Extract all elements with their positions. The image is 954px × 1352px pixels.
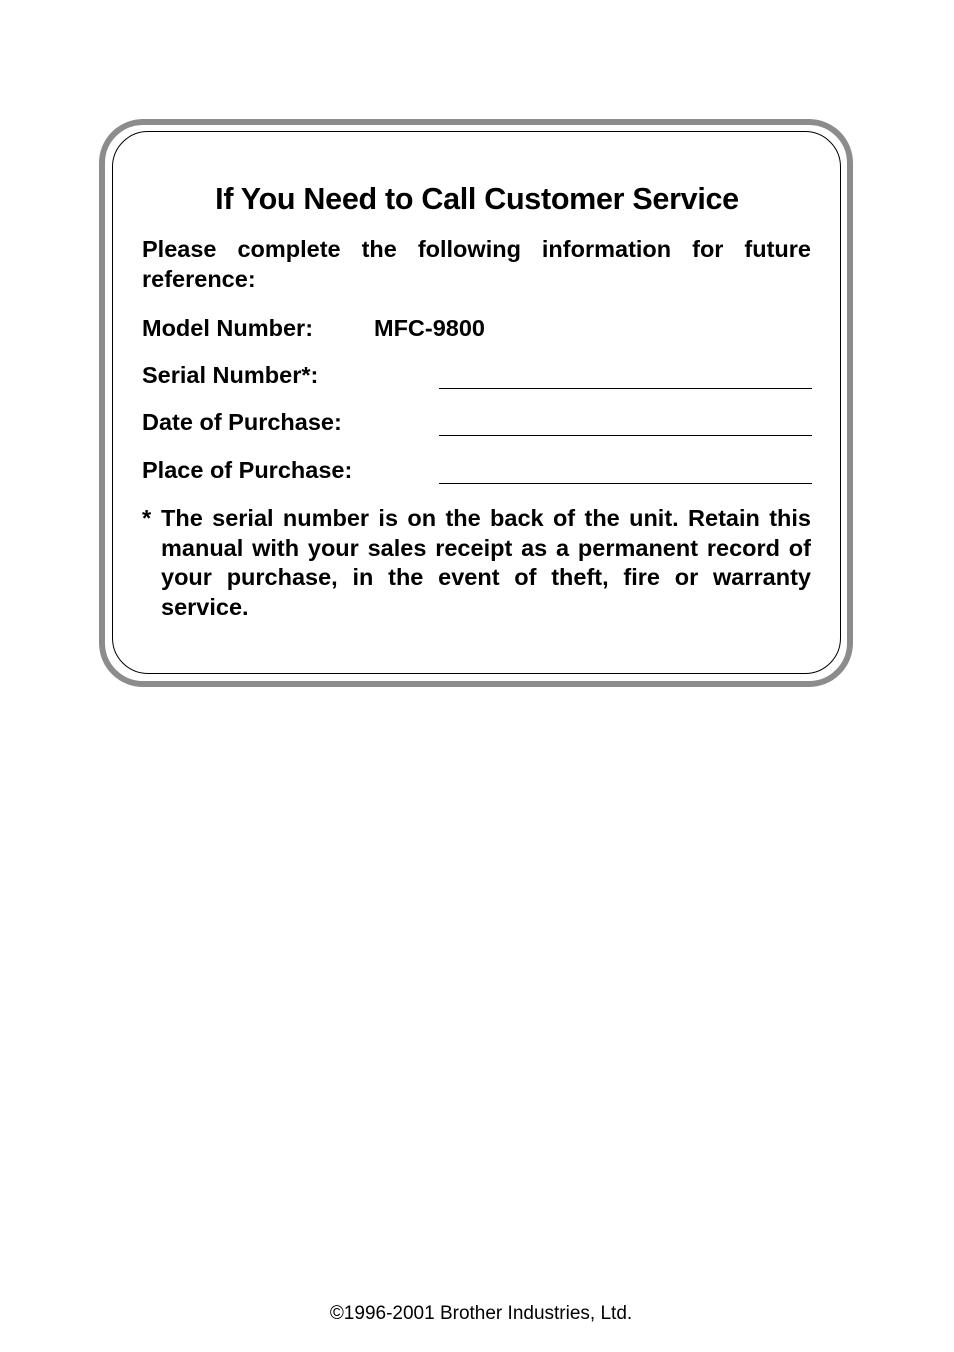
- place-of-purchase-row: [142, 455, 812, 487]
- model-number-value: MFC-9800: [374, 315, 486, 341]
- serial-number-label: Serial Number*:: [142, 362, 319, 388]
- place-of-purchase-blank-line: [439, 483, 812, 484]
- footnote: [142, 504, 811, 622]
- model-number-row: [142, 313, 812, 345]
- serial-number-row: [142, 360, 812, 392]
- date-of-purchase-label: Date of Purchase:: [142, 409, 342, 435]
- serial-number-blank-line: [439, 388, 812, 389]
- date-of-purchase-blank-line: [439, 435, 812, 436]
- card-title: If You Need to Call Customer Service: [215, 182, 739, 216]
- copyright-notice: ©1996-2001 Brother Industries, Ltd.: [329, 1303, 633, 1324]
- model-number-label: Model Number:: [142, 315, 314, 341]
- intro-text: Please complete the following information for future reference:: [142, 236, 811, 292]
- date-of-purchase-row: [142, 407, 812, 439]
- footnote-marker: *: [142, 505, 152, 531]
- footnote-text: The serial number is on the back of the unit. Retain this manual with your sales receipt as a permanent record of your purchase, in the event of theft, fire or warranty service.: [161, 505, 811, 620]
- place-of-purchase-label: Place of Purchase:: [142, 457, 353, 483]
